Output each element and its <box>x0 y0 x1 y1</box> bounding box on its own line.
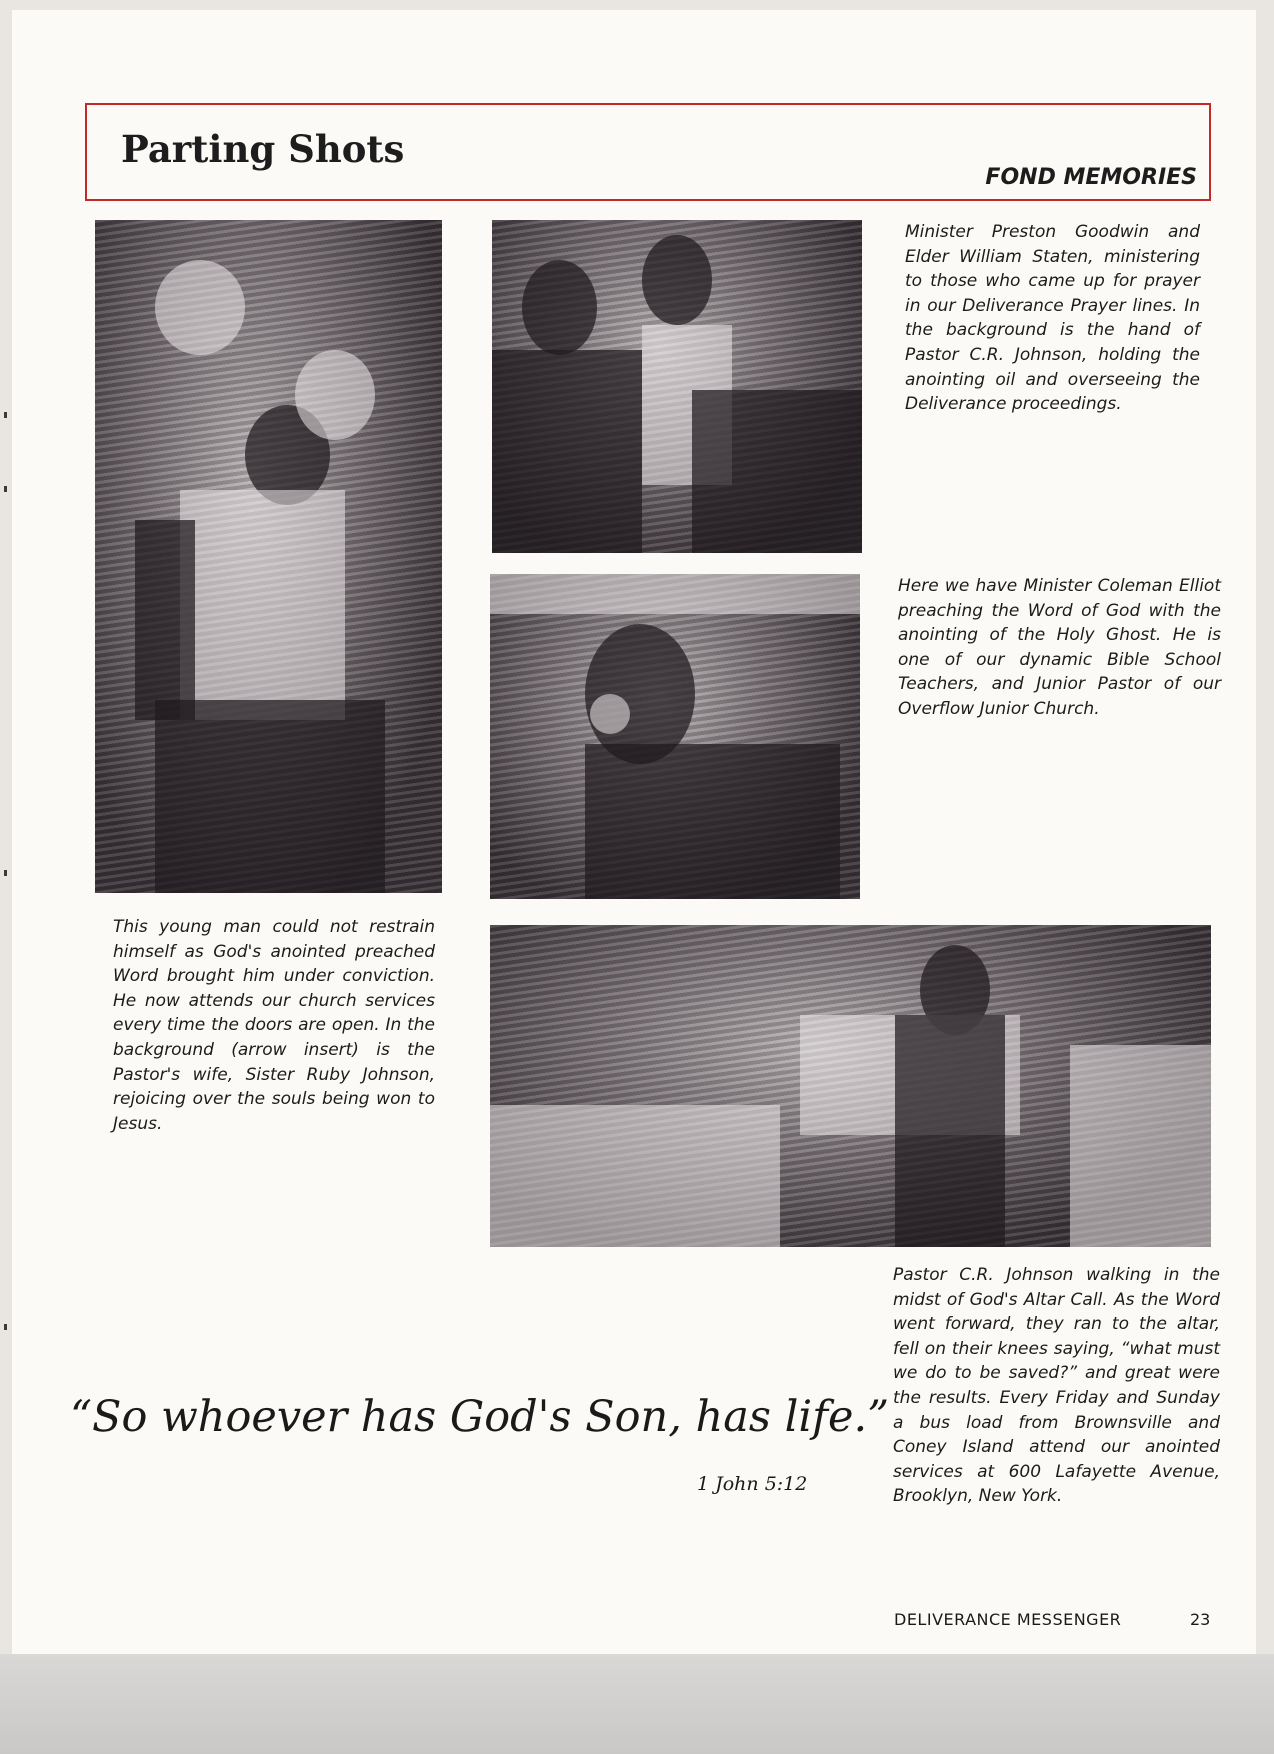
photo-figure-light <box>490 574 860 614</box>
photo-altar-call <box>490 925 1211 1247</box>
header-box <box>85 103 1211 201</box>
photo-prayer-line <box>492 220 862 553</box>
photo-figure-head <box>642 235 712 325</box>
photo-young-man <box>95 220 442 893</box>
photo-figure-vest <box>895 1015 1005 1247</box>
photo-figure-crowd <box>490 1105 780 1247</box>
photo-figure-shirt <box>180 490 345 720</box>
photo-figure-mouth <box>590 694 630 734</box>
photo-figure-suit <box>492 350 642 553</box>
photo-figure-suit <box>585 744 840 899</box>
scripture-quote: “So whoever has God's Son, has life.” <box>70 1392 890 1442</box>
photo-preaching <box>490 574 860 899</box>
scripture-citation: 1 John 5:12 <box>697 1473 808 1495</box>
binding-mark <box>4 412 7 418</box>
caption-young-man: This young man could not restrain himself as God's anointed preached Word brought him under conviction. He now attends our church services every time the doors are open. In the background (arrow insert) is the Pastor's wife, Sister Ruby Johnson, rejoicing over the souls being won to Jesus. <box>113 917 435 1134</box>
binding-mark <box>4 1324 7 1330</box>
binding-mark <box>4 870 7 876</box>
caption-altar-call: Pastor C.R. Johnson walking in the midst of God's Altar Call. As the Word went forward, they ran to the altar, fell on their knees saying, “what must we do to be saved?” and great were the results. Every Friday and Sunday a bus load from Brownsville and Coney Island attend our anointed services at 600 Lafayette Avenue, Brooklyn, New York. <box>893 1265 1220 1507</box>
photo-figure-crowd <box>1070 1045 1211 1247</box>
photo-figure-legs <box>155 700 385 893</box>
section-label: FOND MEMORIES <box>985 165 1197 190</box>
page-title: Parting Shots <box>121 127 405 171</box>
footer-page-number: 23 <box>1190 1610 1211 1629</box>
footer-publication: DELIVERANCE MESSENGER <box>894 1610 1122 1629</box>
binding-mark <box>4 486 7 492</box>
photo-figure-crowd <box>295 350 375 440</box>
photo-figure-crowd <box>155 260 245 355</box>
photo-figure-head <box>585 624 695 764</box>
caption-preaching: Here we have Minister Coleman Elliot preaching the Word of God with the anointing of the Holy Ghost. He is one of our dynamic Bible School Teachers, and Junior Pastor of our Overflow Junior Church. <box>898 576 1221 719</box>
photo-figure-back <box>692 390 862 553</box>
scan-background <box>0 1654 1274 1754</box>
photo-figure-arm <box>135 520 195 720</box>
photo-figure-head <box>522 260 597 355</box>
caption-prayer-line: Minister Preston Goodwin and Elder William Staten, ministering to those who came up for prayer in our Deliverance Prayer lines. In the background is the hand of Pastor C.R. Johnson, holding the anointing oil and overseeing the Deliverance proceedings. <box>905 222 1200 415</box>
